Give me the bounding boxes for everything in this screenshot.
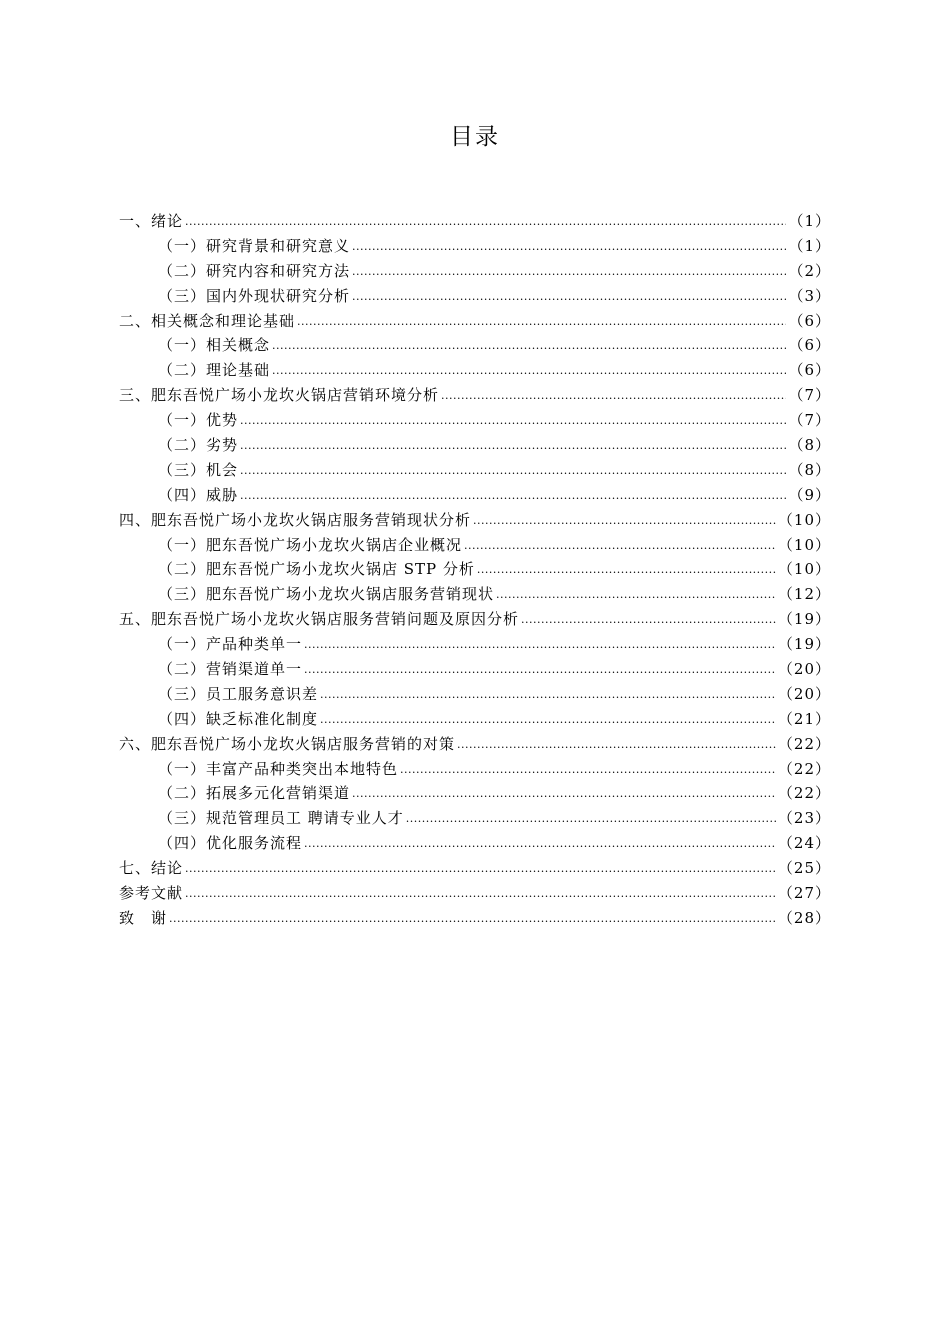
toc-entry-label: （一）研究背景和研究意义: [158, 236, 351, 255]
toc-entry-page-number: （24）: [777, 834, 831, 853]
toc-entry-label: （一）产品种类单一: [158, 635, 303, 654]
toc-entry[interactable]: [119, 383, 831, 408]
toc-entry-page-number: （22）: [777, 734, 831, 753]
toc-dot-leader: [272, 334, 786, 359]
toc-dot-leader: [521, 608, 776, 633]
toc-entry-page-number: （25）: [777, 859, 831, 878]
toc-entry-page-number: （6）: [788, 311, 831, 330]
toc-entry[interactable]: [119, 358, 831, 383]
toc-entry-page-number: （8）: [788, 460, 831, 479]
toc-entry[interactable]: [119, 209, 831, 234]
toc-entry-page-number: （6）: [788, 361, 831, 380]
toc-entry-label: （一）丰富产品种类突出本地特色: [158, 759, 399, 778]
toc-dot-leader: [304, 832, 776, 857]
toc-entry[interactable]: [119, 906, 831, 931]
toc-entry-page-number: （22）: [777, 784, 831, 803]
toc-entry[interactable]: [119, 757, 831, 782]
toc-entry-page-number: （12）: [777, 585, 831, 604]
toc-entry-label: 致 谢: [119, 908, 168, 927]
toc-dot-leader: [496, 583, 776, 608]
toc-entry[interactable]: [119, 856, 831, 881]
toc-entry-label: （二）拓展多元化营销渠道: [158, 784, 351, 803]
toc-entry[interactable]: [119, 582, 831, 607]
toc-entry[interactable]: [119, 309, 831, 334]
toc-entry-label: （二）劣势: [158, 436, 239, 455]
toc-dot-leader: [352, 235, 786, 260]
toc-entry-page-number: （10）: [777, 535, 831, 554]
toc-entry-label: （四）优化服务流程: [158, 834, 303, 853]
toc-entry-label: （一）肥东吾悦广场小龙坎火锅店企业概况: [158, 535, 463, 554]
table-of-contents: [119, 209, 831, 931]
toc-entry-page-number: （10）: [777, 560, 831, 579]
toc-entry[interactable]: [119, 259, 831, 284]
toc-dot-leader: [352, 285, 786, 310]
toc-dot-leader: [185, 882, 776, 907]
toc-dot-leader: [297, 310, 786, 335]
toc-dot-leader: [272, 359, 786, 384]
toc-entry[interactable]: [119, 657, 831, 682]
toc-entry-page-number: （19）: [777, 610, 831, 629]
toc-entry[interactable]: [119, 333, 831, 358]
toc-entry-page-number: （7）: [788, 386, 831, 405]
toc-entry-page-number: （23）: [777, 809, 831, 828]
toc-entry-label: 三、肥东吾悦广场小龙坎火锅店营销环境分析: [119, 386, 440, 405]
toc-entry-page-number: （7）: [788, 411, 831, 430]
toc-entry[interactable]: [119, 458, 831, 483]
toc-dot-leader: [304, 658, 776, 683]
toc-dot-leader: [185, 857, 776, 882]
toc-entry-label: 七、结论: [119, 859, 184, 878]
toc-entry[interactable]: [119, 881, 831, 906]
toc-dot-leader: [185, 210, 786, 235]
toc-entry[interactable]: [119, 284, 831, 309]
toc-entry[interactable]: [119, 483, 831, 508]
toc-dot-leader: [473, 509, 776, 534]
toc-dot-leader: [464, 534, 776, 559]
toc-entry[interactable]: [119, 234, 831, 259]
toc-dot-leader: [400, 758, 776, 783]
toc-dot-leader: [441, 384, 786, 409]
toc-entry-page-number: （27）: [777, 884, 831, 903]
toc-entry[interactable]: [119, 781, 831, 806]
toc-entry[interactable]: [119, 682, 831, 707]
toc-entry[interactable]: [119, 831, 831, 856]
toc-entry-page-number: （1）: [788, 212, 831, 230]
toc-entry[interactable]: [119, 508, 831, 533]
toc-entry-page-number: （22）: [777, 759, 831, 778]
toc-entry-label: （一）优势: [158, 411, 239, 430]
toc-entry-label: （一）相关概念: [158, 336, 271, 355]
toc-entry-page-number: （8）: [788, 436, 831, 455]
toc-entry[interactable]: [119, 632, 831, 657]
toc-entry-label: 二、相关概念和理论基础: [119, 311, 296, 330]
toc-entry[interactable]: [119, 607, 831, 632]
toc-entry-page-number: （6）: [788, 336, 831, 355]
toc-dot-leader: [457, 733, 776, 758]
toc-dot-leader: [169, 907, 776, 932]
toc-entry[interactable]: [119, 433, 831, 458]
toc-dot-leader: [240, 409, 786, 434]
toc-entry[interactable]: [119, 707, 831, 732]
toc-entry-page-number: （1）: [788, 236, 831, 255]
toc-entry-label: （三）机会: [158, 460, 239, 479]
page-title: 目录: [450, 124, 500, 150]
toc-entry-page-number: （28）: [777, 908, 831, 927]
toc-entry-label: （二）营销渠道单一: [158, 660, 303, 679]
toc-entry[interactable]: [119, 408, 831, 433]
toc-dot-leader: [304, 633, 776, 658]
toc-dot-leader: [240, 459, 786, 484]
toc-entry-label: （二）理论基础: [158, 361, 271, 380]
toc-dot-leader: [240, 484, 786, 509]
toc-entry-label: （三）员工服务意识差: [158, 684, 319, 703]
toc-entry[interactable]: [119, 806, 831, 831]
toc-entry-page-number: （10）: [777, 510, 831, 529]
toc-entry-page-number: （3）: [788, 286, 831, 305]
toc-entry-page-number: （20）: [777, 684, 831, 703]
toc-dot-leader: [406, 807, 776, 832]
toc-entry-label: （三）国内外现状研究分析: [158, 286, 351, 305]
toc-entry-page-number: （19）: [777, 635, 831, 654]
toc-entry[interactable]: [119, 732, 831, 757]
toc-entry-page-number: （21）: [777, 709, 831, 728]
toc-entry-label: 四、肥东吾悦广场小龙坎火锅店服务营销现状分析: [119, 510, 472, 529]
toc-entry-label: 六、肥东吾悦广场小龙坎火锅店服务营销的对策: [119, 734, 456, 753]
toc-dot-leader: [477, 558, 776, 583]
toc-entry-label: 一、绪论: [119, 212, 184, 230]
toc-entry[interactable]: [119, 533, 831, 558]
toc-entry-label: （二）肥东吾悦广场小龙坎火锅店 STP 分析: [158, 560, 475, 579]
toc-dot-leader: [320, 708, 776, 733]
toc-entry-label: （四）威胁: [158, 485, 239, 504]
toc-dot-leader: [240, 434, 786, 459]
toc-entry-page-number: （2）: [788, 261, 831, 280]
toc-entry-label: 参考文献: [119, 884, 184, 903]
toc-entry-page-number: （20）: [777, 660, 831, 679]
toc-entry-page-number: （9）: [788, 485, 831, 504]
toc-dot-leader: [352, 260, 786, 285]
toc-entry-label: （三）规范管理员工 聘请专业人才: [158, 809, 404, 828]
toc-dot-leader: [352, 782, 776, 807]
toc-entry[interactable]: [119, 557, 831, 582]
toc-entry-label: （三）肥东吾悦广场小龙坎火锅店服务营销现状: [158, 585, 495, 604]
toc-dot-leader: [320, 683, 776, 708]
toc-entry-label: 五、肥东吾悦广场小龙坎火锅店服务营销问题及原因分析: [119, 610, 520, 629]
toc-entry-label: （四）缺乏标准化制度: [158, 709, 319, 728]
toc-entry-label: （二）研究内容和研究方法: [158, 261, 351, 280]
